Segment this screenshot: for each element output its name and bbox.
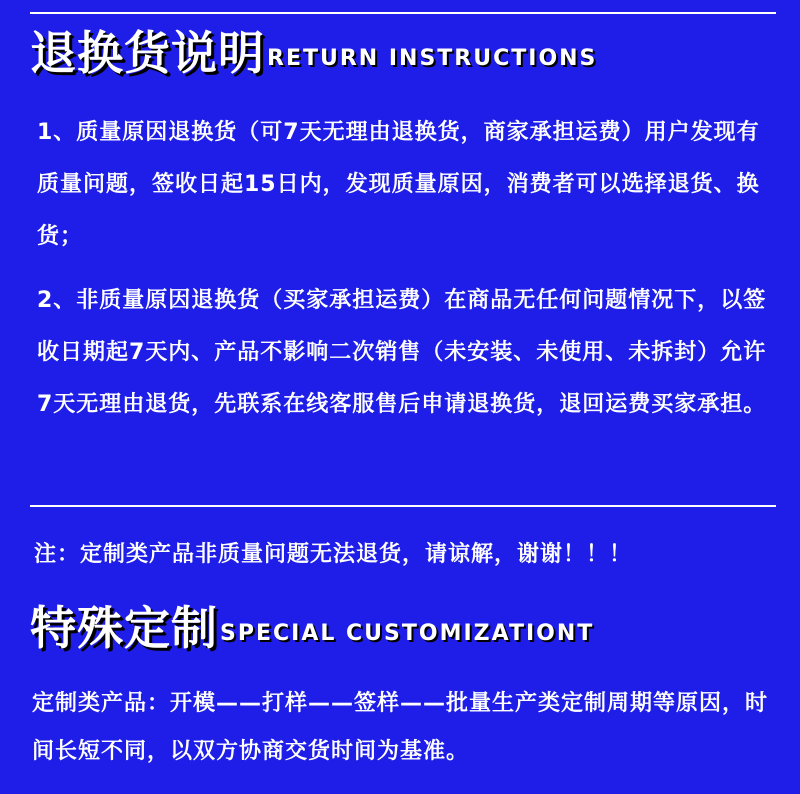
return-item-1: 1、质量原因退换货（可7天无理由退换货，商家承担运费）用户发现有质量问题，签收日起15日内，发现质量原因，消费者可以选择退货、换货； <box>37 120 760 249</box>
custom-title-en: SPECIAL CUSTOMIZATIONT <box>220 621 595 646</box>
custom-description: 定制类产品：开模——打样——签样——批量生产类定制周期等原因，时间长短不同，以双方协商交货时间为基准。 <box>32 691 769 764</box>
return-item-2: 2、非质量原因退换货（买家承担运费）在商品无任何问题情况下，以签收日期起7天内、产品不影响二次销售（未安装、未使用、未拆封）允许7天无理由退货，先联系在线客服售后申请退换货，退回运费买家承担。 <box>37 288 767 417</box>
middle-divider <box>30 505 776 507</box>
return-title-cn: 退换货说明 <box>30 26 265 80</box>
return-header <box>30 26 780 80</box>
custom-header <box>30 601 780 655</box>
custom-title-cn: 特殊定制 <box>30 601 218 655</box>
customization-notice: 注：定制类产品非质量问题无法退货，请谅解，谢谢！！！ <box>34 542 633 567</box>
top-divider <box>30 12 776 14</box>
return-title-en: RETURN INSTRUCTIONS <box>267 46 598 71</box>
